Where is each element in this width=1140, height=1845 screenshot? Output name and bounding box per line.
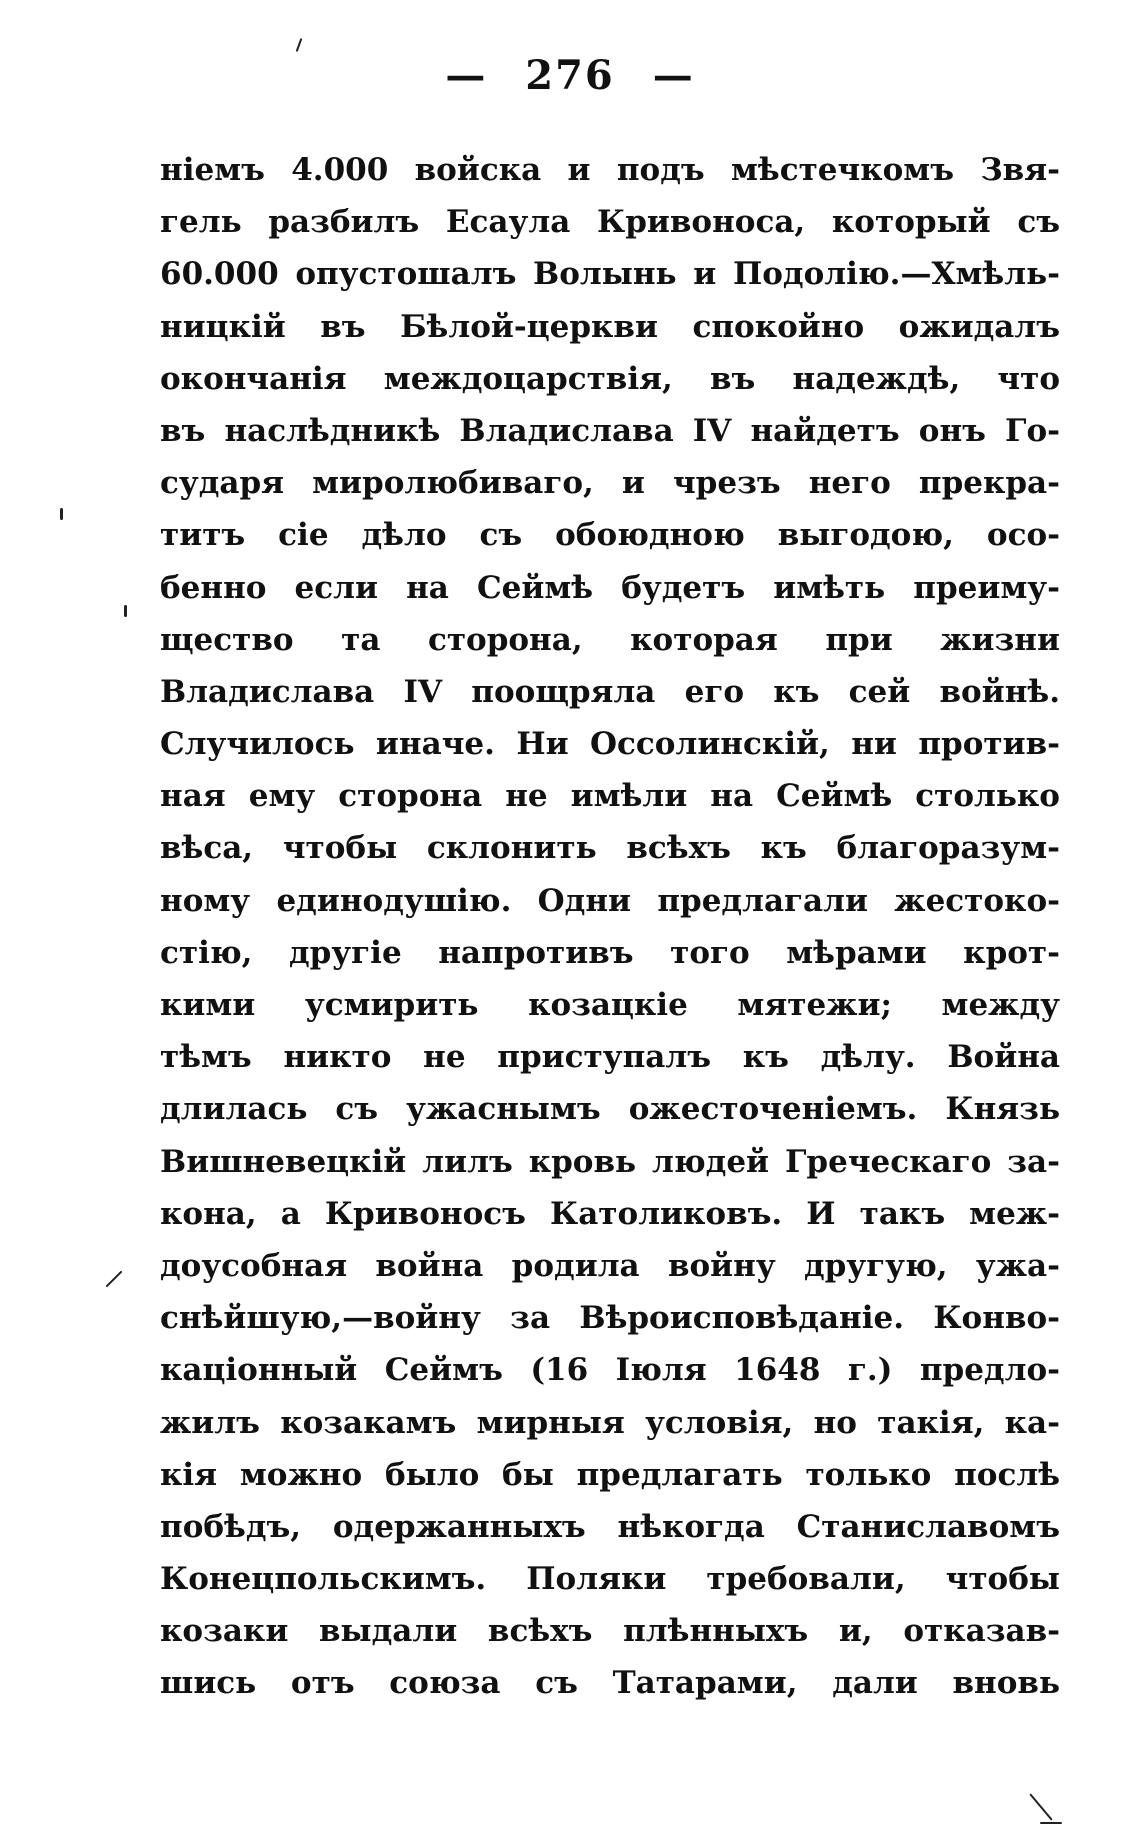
text-line: ная ему сторона не имѣли на Сеймѣ столько xyxy=(160,778,1060,815)
text-line: кона, а Кривоносъ Католиковъ. И такъ меж- xyxy=(160,1195,1060,1232)
header-left-dash: — xyxy=(445,52,488,99)
text-line: гель разбилъ Есаула Кривоноса, который съ xyxy=(160,204,1060,241)
text-line: доусобная война родила войну другую, ужа- xyxy=(160,1247,1060,1284)
scan-mark xyxy=(60,508,63,520)
scan-mark xyxy=(296,38,303,52)
text-line: стію, другіе напротивъ того мѣрами крот- xyxy=(160,934,1060,971)
text-line: ницкій въ Бѣлой-церкви спокойно ожидалъ xyxy=(160,308,1060,345)
text-line: ніемъ 4.000 войска и подъ мѣстечкомъ Звя- xyxy=(160,152,1060,188)
text-line: каціонный Сеймъ (16 Іюля 1648 г.) предло- xyxy=(160,1352,1060,1389)
text-line: сударя миролюбиваго, и чрезъ него прекра- xyxy=(160,465,1060,502)
scan-mark xyxy=(106,1271,123,1288)
text-line: въ наслѣдникѣ Владислава IV найдетъ онъ Го- xyxy=(160,412,1060,449)
text-line: снѣйшую,—войну за Вѣроисповѣданіе. Конво- xyxy=(160,1300,1060,1337)
text-line: побѣдъ, одержанныхъ нѣкогда Станиславомъ xyxy=(160,1508,1060,1545)
text-line: окончанія междоцарствія, въ надеждѣ, что xyxy=(160,360,1060,397)
scan-mark xyxy=(1029,1793,1052,1820)
text-line: козаки выдали всѣхъ плѣнныхъ и, отказав- xyxy=(160,1613,1060,1650)
page-header xyxy=(0,52,1140,99)
text-line: титъ сіе дѣло съ обоюдною выгодою, осо- xyxy=(160,517,1060,554)
text-line: шись отъ союза съ Татарами, дали вновь xyxy=(160,1665,1060,1702)
text-line: Владислава IV поощряла его къ сей войнѣ. xyxy=(160,673,1060,710)
text-line: бенно если на Сеймѣ будетъ имѣть преиму- xyxy=(160,569,1060,606)
text-line: Конецпольскимъ. Поляки требовали, чтобы xyxy=(160,1561,1060,1598)
page-number: 276 xyxy=(525,52,615,99)
text-line: 60.000 опустошалъ Волынь и Подолію.—Хмѣль- xyxy=(160,256,1060,293)
text-line: Случилось иначе. Ни Оссолинскій, ни против- xyxy=(160,726,1060,763)
text-line: тѣмъ никто не приступалъ къ дѣлу. Война xyxy=(160,1039,1060,1076)
header-right-dash: — xyxy=(652,52,695,99)
text-line: вѣса, чтобы склонить всѣхъ къ благоразум- xyxy=(160,830,1060,867)
text-line: жилъ козакамъ мирныя условія, но такія, ка- xyxy=(160,1404,1060,1441)
scan-mark xyxy=(1040,1822,1062,1824)
text-line: кими усмирить козацкіе мятежи; между xyxy=(160,987,1060,1023)
text-line: ному единодушію. Одни предлагали жестоко- xyxy=(160,882,1060,919)
text-line: Вишневецкій лилъ кровь людей Греческаго за- xyxy=(160,1143,1060,1180)
scan-mark xyxy=(124,605,127,617)
text-line: щество та сторона, которая при жизни xyxy=(160,621,1060,658)
text-line: длилась съ ужаснымъ ожесточеніемъ. Князь xyxy=(160,1091,1060,1128)
body-text xyxy=(160,144,1060,1710)
text-line: кія можно было бы предлагать только послѣ xyxy=(160,1456,1060,1493)
